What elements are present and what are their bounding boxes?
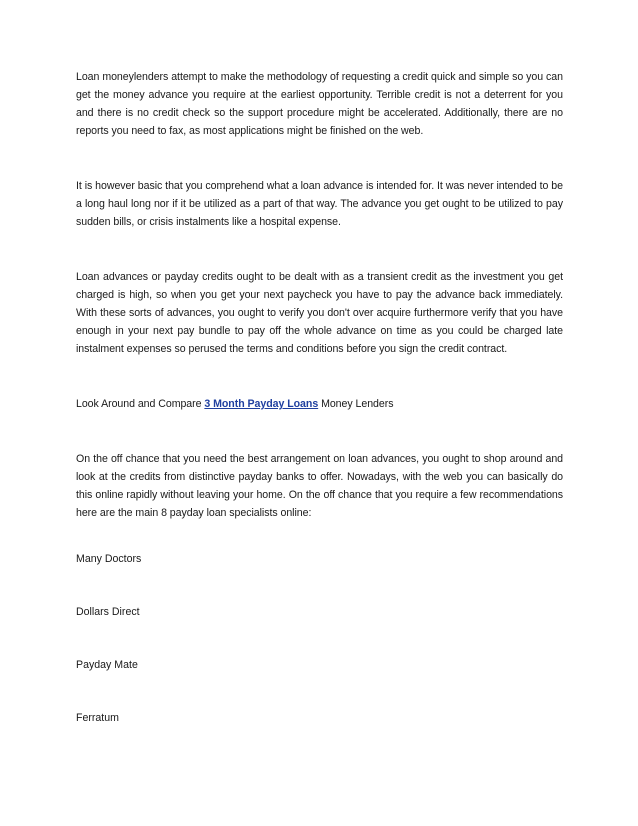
lender-item: Payday Mate [76, 659, 138, 671]
shop-around-paragraph: On the off chance that you need the best arrangement on loan advances, you ought to shop around and look at the credits from distinctive payday banks to offer. Nowadays, with the web you can basically do this online rapidly without leaving your home. On the off chance that you require a few recommendations here are the main 8 payday loan specialists online: [76, 453, 563, 519]
short-term-paragraph: Loan advances or payday credits ought to be dealt with as a transient credit as the investment you get charged is high, so when you get your next paycheck you have to pay the advance back immediately. With these sorts of advances, you ought to verify you don't over acquire furthermore verify that you have enough in your next pay bundle to pay off the whole advance on time as you could be charged late instalment expenses so perused the terms and conditions before you sign the credit contract. [76, 271, 563, 355]
lender-item: Ferratum [76, 712, 119, 724]
compare-heading-prefix: Look Around and Compare [76, 398, 205, 410]
intro-paragraph: Loan moneylenders attempt to make the methodology of requesting a credit quick and simple so you can get the money advance you require at the earliest opportunity. Terrible credit is not a deterrent for you and there is no credit check so the support procedure might be accelerated. Additionally, there are no reports you need to fax, as most applications might be finished on the web. [76, 71, 563, 137]
payday-loans-link[interactable]: 3 Month Payday Loans [204, 398, 319, 410]
document-page [76, 68, 563, 727]
lender-item: Many Doctors [76, 553, 142, 565]
compare-heading [76, 395, 563, 413]
lender-item: Dollars Direct [76, 606, 140, 618]
compare-heading-suffix: Money Lenders [318, 398, 394, 410]
purpose-paragraph: It is however basic that you comprehend what a loan advance is intended for. It was never intended to be a long haul long nor if it be utilized as a part of that way. The advance you get ought to be utilized to pay sudden bills, or crisis instalments like a hospital expense. [76, 180, 563, 228]
